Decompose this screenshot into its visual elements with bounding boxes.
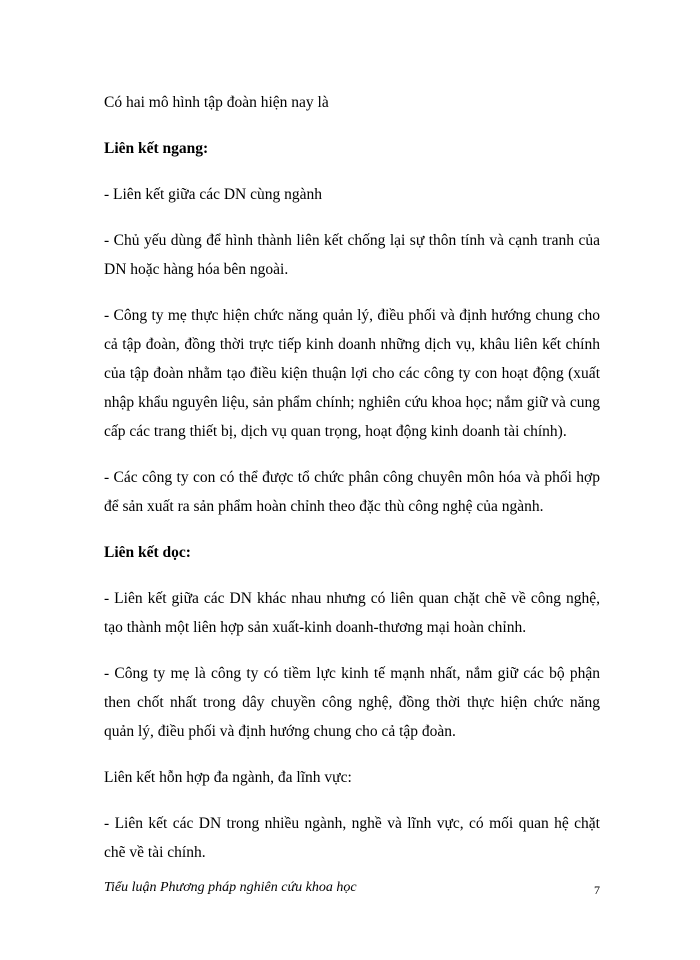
- footer-title: Tiểu luận Phương pháp nghiên cứu khoa học: [104, 880, 357, 895]
- bullet-paragraph: - Công ty mẹ thực hiện chức năng quản lý, điều phối và định hướng chung cho cả tập đoàn, đồng thời trực tiếp kinh doanh những dịch vụ, khâu liên kết chính của tập đoàn nhằm tạo điều kiện thuận lợi cho các công ty con hoạt động (xuất nhập khẩu nguyên liệu, sản phẩm chính; nghiên cứu khoa học; nắm giữ và cung cấp các trang thiết bị, dịch vụ quan trọng, hoạt động kinh doanh tài chính).: [104, 307, 600, 440]
- intro-paragraph: Có hai mô hình tập đoàn hiện nay là: [104, 94, 329, 111]
- bullet-paragraph: - Liên kết các DN trong nhiều ngành, nghề và lĩnh vực, có mối quan hệ chặt chẽ về tài chính.: [104, 815, 600, 861]
- page-footer: [104, 880, 600, 898]
- bullet-paragraph: - Công ty mẹ là công ty có tiềm lực kinh tế mạnh nhất, nắm giữ các bộ phận then chốt nhất trong dây chuyền công nghệ, đồng thời thực hiện chức năng quản lý, điều phối và định hướng chung cho cả tập đoàn.: [104, 665, 600, 740]
- page-body: [104, 88, 600, 884]
- bullet-paragraph: - Các công ty con có thể được tổ chức phân công chuyên môn hóa và phối hợp để sản xuất ra sản phẩm hoàn chỉnh theo đặc thù công nghệ của ngành.: [104, 469, 600, 515]
- bullet-paragraph: - Liên kết giữa các DN cùng ngành: [104, 186, 322, 203]
- section-heading-vertical: Liên kết dọc:: [104, 544, 191, 561]
- section-heading-horizontal: Liên kết ngang:: [104, 140, 209, 157]
- bullet-paragraph: - Chủ yếu dùng để hình thành liên kết chống lại sự thôn tính và cạnh tranh của DN hoặc hàng hóa bên ngoài.: [104, 232, 600, 278]
- bullet-paragraph: - Liên kết giữa các DN khác nhau nhưng có liên quan chặt chẽ về công nghệ, tạo thành một liên hợp sản xuất-kinh doanh-thương mại hoàn chỉnh.: [104, 590, 600, 636]
- page-number: 7: [594, 883, 600, 897]
- section-heading-mixed: Liên kết hỗn hợp đa ngành, đa lĩnh vực:: [104, 769, 352, 786]
